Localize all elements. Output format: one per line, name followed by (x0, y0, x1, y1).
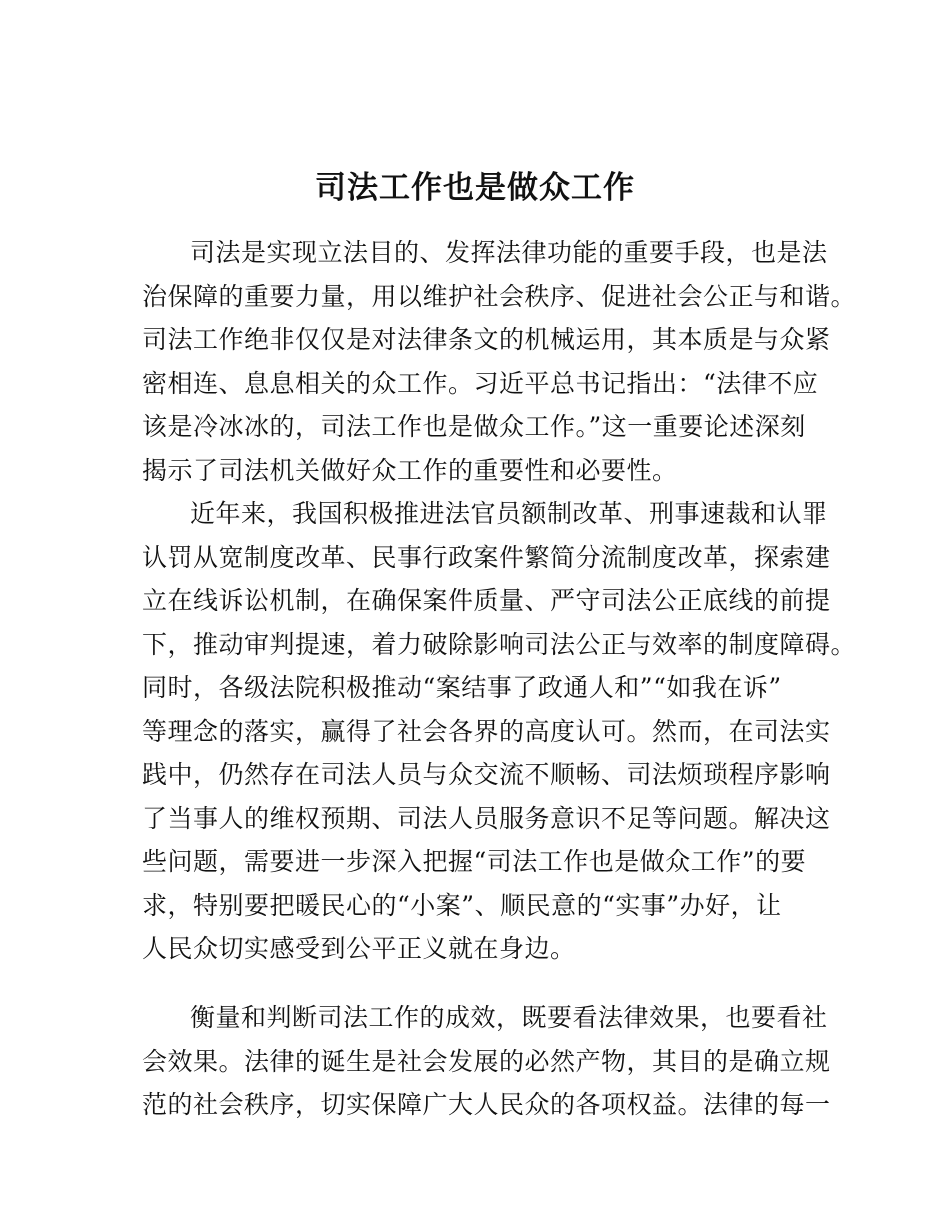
paragraph-2-line-8: 了当事人的维权预期、司法人员服务意识不足等问题。解决这 (142, 804, 831, 833)
paragraph-2-line-3: 立在线诉讼机制，在确保案件质量、严守司法公正底线的前提 (142, 586, 831, 615)
page-title: 司法工作也是做众工作 (315, 170, 635, 206)
paragraph-1-line-5: 该是冷冰冰的，司法工作也是做众工作。”这一重要论述深刻 (142, 412, 806, 441)
paragraph-2-line-11: 人民众切实感受到公平正义就在身边。 (142, 934, 576, 963)
paragraph-3-line-3: 范的社会秩序，切实保障广大人民众的各项权益。法律的每一 (142, 1090, 831, 1119)
paragraph-2-line-5: 同时，各级法院积极推动“案结事了政通人和”“如我在诉” (142, 673, 782, 702)
paragraph-1-line-3: 司法工作绝非仅仅是对法律条文的机械运用，其本质是与众紧 (142, 325, 831, 354)
paragraph-1-line-2: 治保障的重要力量，用以维护社会秩序、促进社会公正与和谐。 (142, 282, 857, 311)
paragraph-2-line-6: 等理念的落实，赢得了社会各界的高度认可。然而，在司法实 (142, 717, 831, 746)
paragraph-2-line-7: 践中，仍然存在司法人员与众交流不顺畅、司法烦琐程序影响 (142, 760, 831, 789)
paragraph-2-line-1: 近年来，我国积极推进法官员额制改革、刑事速裁和认罪 (190, 499, 828, 528)
paragraph-1-line-6: 揭示了司法机关做好众工作的重要性和必要性。 (142, 456, 678, 485)
paragraph-1-line-4: 密相连、息息相关的众工作。习近平总书记指出：“法律不应 (142, 369, 819, 398)
paragraph-2-line-10: 求，特别要把暖民心的“小案”、顺民意的“实事”办好，让 (142, 891, 782, 920)
paragraph-2-line-9: 些问题，需要进一步深入把握“司法工作也是做众工作”的要 (142, 847, 807, 876)
paragraph-3-line-2: 会效果。法律的诞生是社会发展的必然产物，其目的是确立规 (142, 1047, 831, 1076)
paragraph-2-line-2: 认罚从宽制度改革、民事行政案件繁简分流制度改革，探索建 (142, 543, 831, 572)
paragraph-3-line-1: 衡量和判断司法工作的成效，既要看法律效果，也要看社 (190, 1003, 828, 1032)
paragraph-1-line-1: 司法是实现立法目的、发挥法律功能的重要手段，也是法 (190, 238, 828, 267)
paragraph-2-line-4: 下，推动审判提速，着力破除影响司法公正与效率的制度障碍。 (142, 630, 857, 659)
